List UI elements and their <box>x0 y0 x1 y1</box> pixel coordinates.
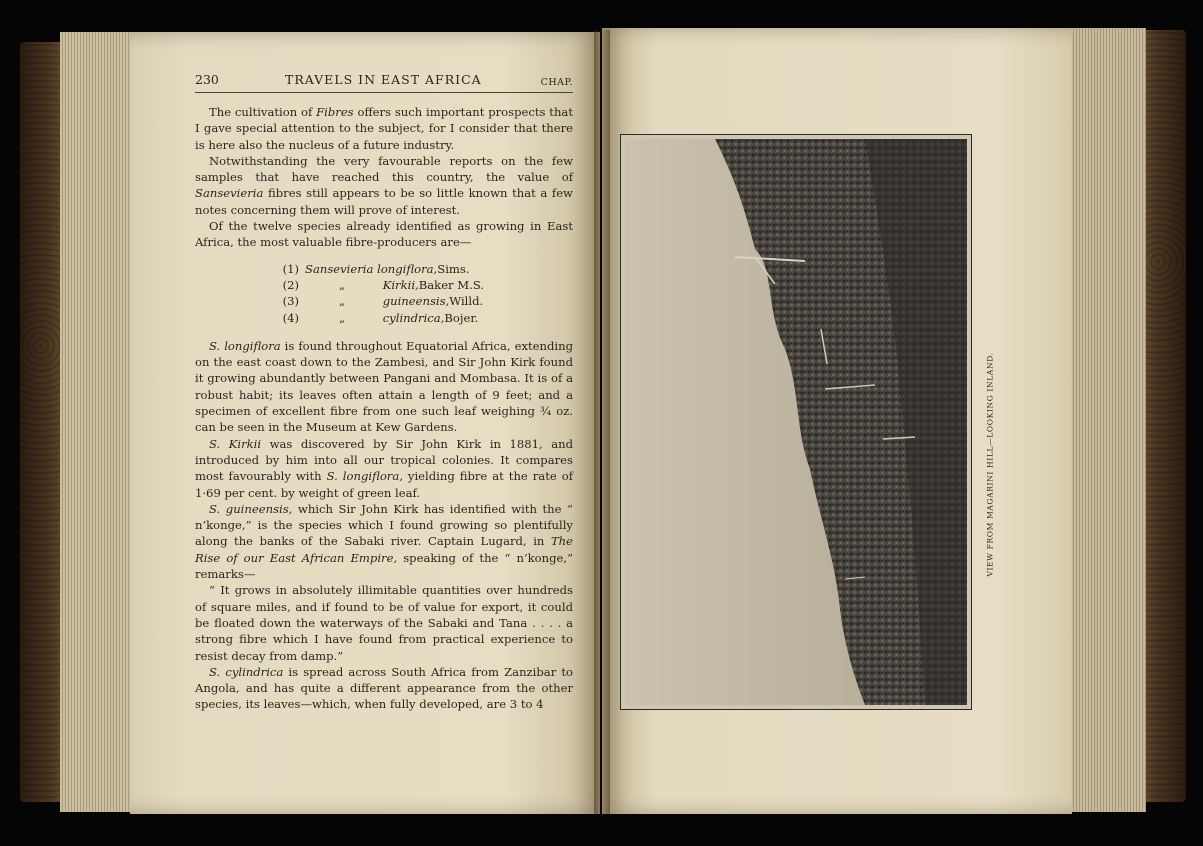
species-item: (1) Sansevieria longiflora, Sims. <box>282 261 470 276</box>
paragraph-fibres: The cultivation of Fibres offers such important prospects that I gave special attention to the subject, for I consider that there is here also the nucleus of a future industry. <box>195 105 573 152</box>
body-text <box>195 104 573 713</box>
page-header <box>195 72 573 92</box>
species-item: (3) „ guineensis, Willd. <box>282 294 484 309</box>
paragraph-quotation: “ It grows in absolutely illimitable quantities over hundreds of square miles, and if found to be of value for export, it could be floated down the waterways of the Sabaki and Tana . . . . a strong fibre which I have found from practical experience to resist decay from damp.” <box>195 583 573 663</box>
chapter-label: CHAP. <box>540 77 573 88</box>
book-gutter <box>594 30 610 814</box>
photo-plate <box>620 134 972 710</box>
paragraph-cylindrica: S. cylindrica is spread across South Africa from Zanzibar to Angola, and has quite a different appearance from the other species, its leaves—which, when fully developed, are 3 to 4 <box>195 664 573 712</box>
page-number: 230 <box>195 72 219 87</box>
plate-caption: VIEW FROM MAGARINI HILL—LOOKING INLAND. <box>985 352 995 577</box>
paragraph-longiflora: S. longiflora is found throughout Equatorial Africa, extending on the east coast down to the Zambesi, and Sir John Kirk found it growing abundantly between Pangani and Mombasa. It is of a robust habit; its leaves often attain a length of 9 feet; and a specimen of excellent fibre from one such leaf weighing ¾ oz. can be seen in the Museum at Kew Gardens. <box>195 338 574 435</box>
species-list <box>195 261 573 326</box>
species-item: (4) „ cylindrica, Bojer. <box>282 310 479 325</box>
landscape-photograph <box>625 139 967 705</box>
species-item: (2) „ Kirkii, Baker M.S. <box>282 277 485 292</box>
running-title: TRAVELS IN EAST AFRICA <box>285 72 482 87</box>
paragraph-sansevieria: Notwithstanding the very favourable reports on the few samples that have reached this country, the value of Sansevieria fibres still appears to be so little known that a few notes concerning them will prove of interest. <box>195 153 573 217</box>
header-rule <box>195 92 573 93</box>
paragraph-kirkii: S. Kirkii was discovered by Sir John Kirk in 1881, and introduced by him into all our tropical colonies. It compares most favourably with S. longiflora, yielding fibre at the rate of 1·69 per cent. by weight of green leaf. <box>195 436 573 500</box>
paragraph-species-intro: Of the twelve species already identified as growing in East Africa, the most valuable fibre-producers are— <box>195 219 573 250</box>
paragraph-guineensis: S. guineensis, which Sir John Kirk has identified with the “ n’konge,” is the species which I found growing so plentifully along the banks of the Sabaki river. Captain Lugard, in The Rise of our East African Empire, speaking of the “ n’konge,” remarks— <box>195 501 573 582</box>
